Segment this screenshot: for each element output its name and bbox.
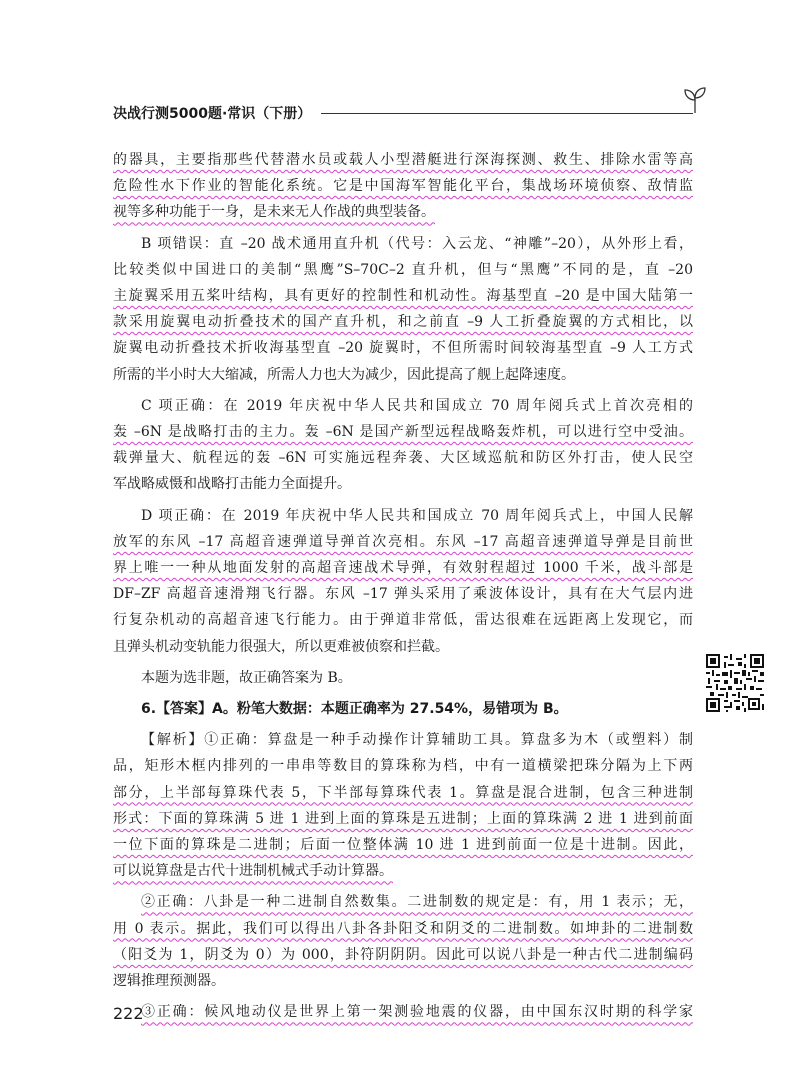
conclusion-line: 本题为选非题，故正确答案为 B。 xyxy=(141,669,352,686)
underlined-text: 视等多种功能于一身，是未来无人作战的典型装备。 xyxy=(113,204,435,221)
underlined-text: 可以说算盘是古代十进制机械式手动计算器。 xyxy=(113,863,393,880)
text-line: DF–ZF 高超音速滑翔飞行器。东风 –17 弹头采用了乘波体设计，具有在大气层内进 xyxy=(113,586,693,603)
text-line: 逻辑推理预测器。 xyxy=(113,973,225,990)
underlined-text: 放军的东风 –17 高超音速弹道导弹首次亮相。东风 –17 高超音速弹道导弹是目前世 xyxy=(113,533,693,550)
book-title: 决战行测5000题·常识（下册） xyxy=(113,106,312,122)
running-header xyxy=(113,101,703,127)
text-line xyxy=(113,199,693,225)
text-line xyxy=(113,309,693,335)
underlined-text: （阳爻为 1，阴爻为 0）为 000，卦符阴阴阴。因此可以说八卦是一种古代二进制编码 xyxy=(113,946,693,963)
text-line xyxy=(113,555,693,581)
text-line: 所需的半小时大大缩减，所需人力也大为减少，因此提高了舰上起降速度。 xyxy=(113,366,575,383)
text-line xyxy=(113,419,693,445)
text-line xyxy=(113,999,693,1025)
text-line xyxy=(113,147,693,173)
answer-line: 6.【答案】A。粉笔大数据：本题正确率为 27.54%，易错项为 B。 xyxy=(141,701,568,718)
text-line: C 项正确：在 2019 年庆祝中华人民共和国成立 70 周年阅兵式上首次亮相的 xyxy=(141,397,693,414)
text-line: 比较类似中国进口的美制“黑鹰”S–70C–2 直升机，但与“黑鹰”不同的是，直 –20 xyxy=(113,261,693,278)
underlined-text: 款采用旋翼电动折叠技术的国产直升机，和之前直 –9 人工折叠旋翼的方式相比，以 xyxy=(113,314,693,331)
text-line xyxy=(113,858,693,884)
text-line: 行复杂机动的高超音速飞行能力。由于弹道非常低，雷达很难在远距离上发现它，而 xyxy=(113,612,693,629)
text-line: 旋翼电动折叠技术折收海基型直 –20 旋翼时，不但所需时间较海基型直 –9 人工方式 xyxy=(113,340,693,357)
text-line xyxy=(113,942,693,968)
underlined-text: 一位下面的算珠是二进制；后面一位整体满 10 进 1 进到前面一位是十进制。因此， xyxy=(113,837,693,854)
text-line: 品，矩形木框内排列的一串串等数目的算珠称为档，中有一道横梁把珠分隔为上下两 xyxy=(113,758,693,775)
underlined-text: 轰 –6N 是战略打击的主力。轰 –6N 是国产新型远程战略轰炸机，可以进行空中受油。 xyxy=(113,424,693,441)
text-line xyxy=(113,780,693,806)
underlined-text: 形式：下面的算珠满 5 进 1 进到上面的算珠是五进制；上面的算珠满 2 进 1 进到前面 xyxy=(113,810,693,827)
analysis-line: 【解析】①正确：算盘是一种手动操作计算辅助工具。算盘多为木（或塑料）制 xyxy=(141,732,693,749)
sprout-icon xyxy=(683,87,707,113)
text-line xyxy=(113,832,693,858)
text-line: 且弹头机动变轨能力很强大，所以更难被侦察和拦截。 xyxy=(113,638,449,655)
text-line xyxy=(113,916,693,942)
underlined-text: 部分，上半部每算珠代表 5，下半部每算珠代表 1。算盘是混合进制，包含三种进制 xyxy=(113,784,693,801)
page-number: 222 xyxy=(113,1004,144,1023)
underlined-text: 用 0 表示。据此，我们可以得出八卦各卦阳爻和阴爻的二进制数。如坤卦的二进制数 xyxy=(113,920,693,937)
body-text xyxy=(113,147,693,1026)
underlined-text: 危险性水下作业的智能化系统。它是中国海军智能化平台，集战场环境侦察、敌情监 xyxy=(113,178,693,195)
underlined-text: 界上唯一一种从地面发射的高超音速战术导弹，有效射程超过 1000 千米，战斗部是 xyxy=(113,560,693,577)
text-line xyxy=(113,889,693,915)
text-line: B 项错误：直 –20 战术通用直升机（代号：入云龙、“神雕”–20），从外形上看， xyxy=(141,235,693,252)
underlined-text: 的器具，主要指那些代替潜水员或载人小型潜艇进行深海探测、救生、排除水雷等高 xyxy=(113,152,693,168)
header-rule xyxy=(321,113,693,114)
text-line xyxy=(113,283,693,309)
underlined-text: 主旋翼采用五桨叶结构，具有更好的控制性和机动性。海基型直 –20 是中国大陆第一 xyxy=(113,288,693,305)
text-line xyxy=(113,173,693,199)
qr-code-icon[interactable] xyxy=(706,654,764,712)
text-line: 载弹量大、航程远的轰 –6N 可实施远程奔袭、大区域巡航和防区外打击，使人民空 xyxy=(113,450,693,467)
text-line xyxy=(113,529,693,555)
underlined-text: ③正确：候风地动仪是世界上第一架测验地震的仪器，由中国东汉时期的科学家 xyxy=(141,1004,693,1021)
text-line xyxy=(113,806,693,832)
text-line: D 项正确：在 2019 年庆祝中华人民共和国成立 70 周年阅兵式上，中国人民解 xyxy=(141,507,693,524)
underlined-text: ②正确：八卦是一种二进制自然数集。二进制数的规定是：有，用 1 表示；无， xyxy=(141,894,693,911)
text-line: 军战略威慑和战略打击能力全面提升。 xyxy=(113,476,351,493)
